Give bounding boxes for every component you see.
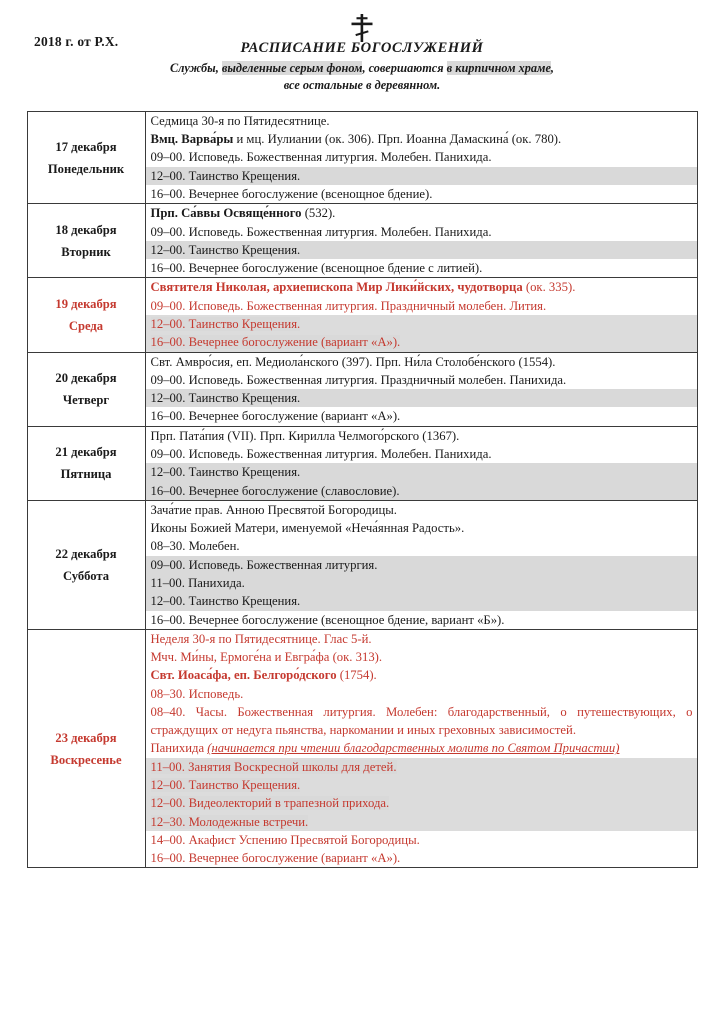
weekday-label: Вторник — [61, 244, 111, 259]
table-row — [27, 278, 697, 352]
year-label: 2018 г. от Р.Х. — [34, 34, 119, 49]
service-line-text: 14–00. Акафист Успению Пресвятой Богородицы. — [150, 832, 420, 847]
service-line — [146, 297, 697, 315]
date-label: 23 декабря — [55, 730, 117, 745]
weekday-label: Воскресенье — [50, 752, 122, 767]
service-line-text: Святителя Николая, архиепископа Мир Лики́йских, чудотворца (ок. 335). — [150, 280, 576, 295]
service-line — [146, 389, 697, 407]
service-line — [146, 427, 697, 445]
date-label: 21 декабря — [55, 445, 117, 460]
weekday-label: Пятница — [60, 467, 112, 482]
service-line — [146, 371, 697, 389]
services-cell — [145, 500, 697, 629]
service-line — [146, 739, 697, 757]
services-cell — [145, 111, 697, 203]
service-line — [146, 648, 697, 666]
date-label: 22 декабря — [55, 546, 117, 561]
service-line-text: Свт. Амвро́сия, еп. Медиола́нского (397). Прп. Ни́ла Столобе́нского (1554). — [150, 354, 556, 369]
service-line-emphasis: Прп. Са́ввы Освяще́нного — [150, 206, 302, 221]
service-line-text: 12–00. Таинство Крещения. — [150, 168, 301, 183]
service-line — [146, 758, 697, 776]
date-cell — [27, 352, 145, 426]
date-cell — [27, 500, 145, 629]
subtitle-line-2: все остальные в деревянном. — [283, 78, 441, 93]
service-line-text: 16–00. Вечернее богослужение (славословие). — [150, 483, 400, 498]
table-row — [27, 204, 697, 278]
service-line — [146, 482, 697, 500]
service-line — [146, 185, 697, 203]
service-line-text: 09–00. Исповедь. Божественная литургия. Праздничный молебен. Панихида. — [150, 372, 567, 387]
service-line-emphasis: Вмц. Варва́ры — [150, 132, 234, 147]
service-line — [146, 813, 697, 831]
table-row — [27, 352, 697, 426]
subtitle-highlight-2: в кирпичном храме — [446, 61, 551, 75]
service-line-emphasis: Святителя Николая, архиепископа Мир Лики́йских, чудотворца — [150, 280, 523, 295]
subtitle-text-2: , совершаются — [362, 61, 447, 75]
service-line-text: 16–00. Вечернее богослужение (вариант «А»). — [150, 335, 401, 350]
service-line — [146, 537, 697, 555]
weekday-label: Понедельник — [47, 161, 125, 176]
schedule-table-body — [27, 111, 697, 868]
page-title: РАСПИСАНИЕ БОГОСЛУЖЕНИЙ — [240, 40, 484, 56]
service-line-text: 12–00. Таинство Крещения. — [150, 594, 301, 609]
service-line-text: 09–00. Исповедь. Божественная литургия. Молебен. Панихида. — [150, 224, 492, 239]
table-row — [27, 426, 697, 500]
service-line — [146, 445, 697, 463]
services-cell — [145, 426, 697, 500]
subtitle-text-1: Службы, — [169, 61, 222, 75]
service-line-text: Прп. Са́ввы Освяще́нного (532). — [150, 206, 336, 221]
date-label: 19 декабря — [55, 296, 117, 311]
service-line-text: 16–00. Вечернее богослужение (вариант «А»). — [150, 851, 401, 866]
service-line-text: Седмица 30-я по Пятидесятнице. — [150, 113, 330, 128]
service-line-text: 08–30. Молебен. — [150, 539, 240, 554]
services-cell — [145, 278, 697, 352]
schedule-table — [27, 111, 698, 869]
service-line — [146, 519, 697, 537]
service-line-text: 11–00. Занятия Воскресной школы для детей. — [150, 759, 397, 774]
service-line-text: 16–00. Вечернее богослужение (всенощное бдение). — [150, 187, 433, 202]
date-label: 18 декабря — [55, 222, 117, 237]
service-line — [146, 666, 697, 684]
service-line-text: Прп. Пата́пия (VII). Прп. Кирилла Челмого́рского (1367). — [150, 428, 460, 443]
service-line — [146, 630, 697, 648]
service-line — [146, 130, 697, 148]
service-line-text: Неделя 30-я по Пятидесятнице. Глас 5-й. — [150, 631, 372, 646]
service-line-text: 12–00. Таинство Крещения. — [150, 317, 301, 331]
service-line-text: 11–00. Панихида. — [150, 575, 245, 590]
service-line — [146, 574, 697, 592]
service-line-text: 12–00. Таинство Крещения. — [150, 242, 301, 257]
weekday-label: Суббота — [62, 568, 110, 583]
service-line — [146, 849, 697, 867]
service-line-text: 12–00. Таинство Крещения. — [150, 778, 301, 793]
service-line — [146, 204, 697, 222]
date-cell — [27, 204, 145, 278]
service-line-text: 09–00. Исповедь. Божественная литургия. Молебен. Панихида. — [150, 446, 492, 461]
service-line-text: Вмц. Варва́ры и мц. Иулиании (ок. 306). Прп. Иоанна Дамаскина́ (ок. 780). — [150, 132, 562, 147]
service-line-text: 09–00. Исповедь. Божественная литургия. Праздничный молебен. Лития. — [150, 298, 547, 313]
service-line — [146, 501, 697, 519]
service-line — [146, 241, 697, 259]
service-line-text: 12–00. Таинство Крещения. — [150, 391, 301, 406]
weekday-label: Четверг — [62, 393, 110, 408]
service-line — [146, 333, 697, 351]
service-line — [146, 592, 697, 610]
service-line — [146, 353, 697, 371]
date-label: 20 декабря — [55, 371, 117, 386]
service-line-text: 12–00. Видеолекторий в трапезной прихода. — [150, 796, 390, 811]
date-cell — [27, 278, 145, 352]
table-row — [27, 629, 697, 868]
table-row — [27, 500, 697, 629]
service-line — [146, 794, 697, 812]
services-cell — [145, 204, 697, 278]
date-cell — [27, 426, 145, 500]
service-line — [146, 407, 697, 425]
service-line-text: 09–00. Исповедь. Божественная литургия. — [150, 557, 378, 572]
services-cell — [145, 629, 697, 868]
service-line — [146, 223, 697, 241]
service-line-text: Зача́тие прав. Анною Пресвятой Богородицы. — [150, 502, 397, 517]
subtitle-text-3: , — [550, 61, 554, 75]
service-line-text: 16–00. Вечернее богослужение (вариант «А»). — [150, 409, 401, 424]
service-line — [146, 167, 697, 185]
cross-header — [0, 0, 724, 38]
service-line-text: 08–40. Часы. Божественная литургия. Молебен: благодарственный, о путешествующих, о страждущих от недуга пьянства, наркомании и иных греховных зависимостей. — [150, 704, 693, 738]
service-line-text: Мчч. Ми́ны, Ермоге́на и Евгра́фа (ок. 313). — [150, 650, 383, 665]
service-line-emphasis: Свт. Иоаса́фа, еп. Белгоро́дского — [150, 668, 337, 683]
service-line-text: 12–30. Молодежные встречи. — [150, 814, 309, 829]
subtitle-highlight-1: выделенные серым фоном — [221, 61, 363, 75]
service-line — [146, 259, 697, 277]
service-line-text: 12–00. Таинство Крещения. — [150, 465, 301, 480]
page-subtitle — [0, 60, 724, 95]
service-line-text: 16–00. Вечернее богослужение (всенощное бдение, вариант «Б»). — [150, 612, 505, 627]
weekday-label: Среда — [68, 319, 104, 333]
date-cell — [27, 629, 145, 868]
services-cell — [145, 352, 697, 426]
service-line — [146, 112, 697, 130]
service-line — [146, 685, 697, 703]
service-line-note: (начинается при чтении благодарственных молитв по Святом Причастии) — [207, 741, 620, 756]
service-line — [146, 315, 697, 333]
service-line — [146, 776, 697, 794]
service-line-text: 16–00. Вечернее богослужение (всенощное бдение с литией). — [150, 261, 483, 276]
service-line — [146, 148, 697, 166]
service-line — [146, 278, 697, 296]
date-cell — [27, 111, 145, 203]
service-line-text: Панихида (начинается при чтении благодарственных молитв по Святом Причастии) — [150, 741, 620, 756]
service-line-text: 08–30. Исповедь. — [150, 686, 244, 701]
date-label: 17 декабря — [55, 139, 117, 154]
service-line — [146, 611, 697, 629]
service-line — [146, 556, 697, 574]
service-line — [146, 831, 697, 849]
service-line-text: Иконы Божией Матери, именуемой «Неча́янная Радость». — [150, 521, 465, 536]
table-row — [27, 111, 697, 203]
service-line-text: 09–00. Исповедь. Божественная литургия. Молебен. Панихида. — [150, 150, 492, 165]
service-line-text: Свт. Иоаса́фа, еп. Белгоро́дского (1754). — [150, 668, 377, 683]
service-line — [146, 703, 697, 740]
service-line — [146, 463, 697, 481]
